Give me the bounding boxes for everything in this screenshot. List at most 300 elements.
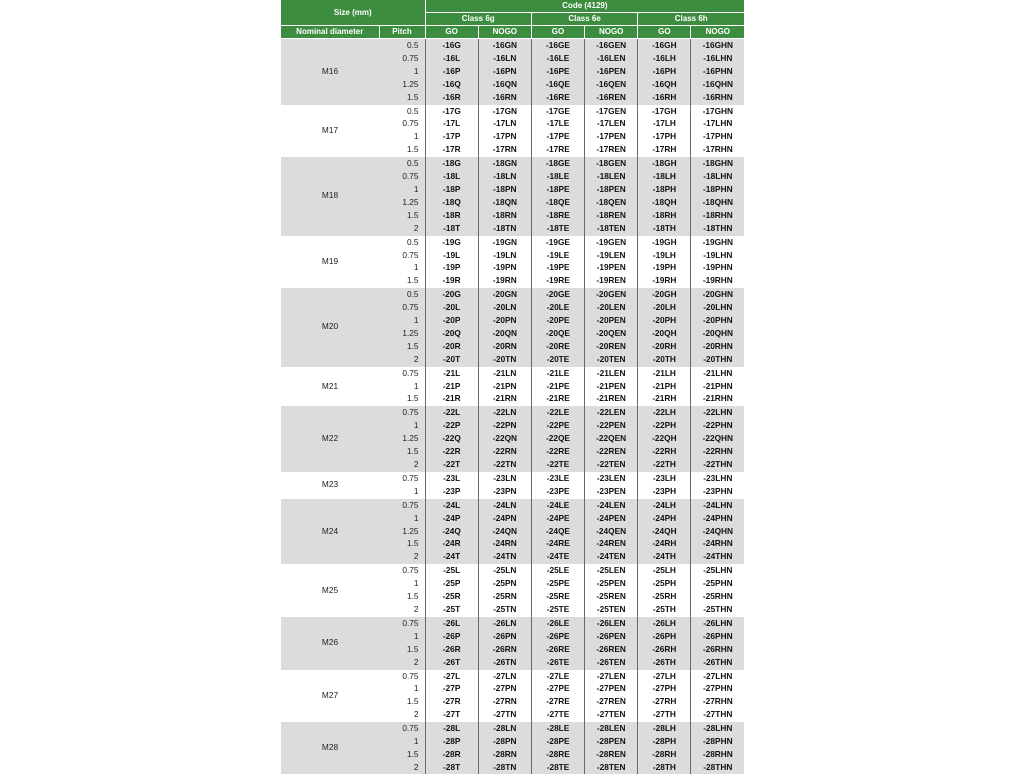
code-cell-nogo-6h: -17GHN [691,104,744,117]
code-cell-go-6g: -18L [425,170,478,183]
code-cell-go-6e: -27RE [531,695,584,708]
code-cell-go-6e: -20PE [531,314,584,327]
code-header: Code (4129) [425,0,744,13]
code-cell-go-6h: -20RH [638,340,691,353]
code-cell-go-6e: -24PE [531,512,584,525]
code-cell-nogo-6e: -28REN [585,748,638,761]
code-cell-go-6g: -27R [425,695,478,708]
code-cell-nogo-6g: -20TN [478,353,531,366]
code-cell-nogo-6g: -28RN [478,748,531,761]
code-cell-go-6e: -17PE [531,130,584,143]
class-6e-header: Class 6e [531,13,637,26]
code-cell-nogo-6g: -22RN [478,445,531,458]
code-cell-nogo-6g: -24QN [478,525,531,538]
code-cell-nogo-6e: -18PEN [585,183,638,196]
code-cell-nogo-6e: -16PEN [585,65,638,78]
pitch-cell: 1.25 [379,196,425,209]
code-cell-go-6g: -19L [425,249,478,262]
code-cell-nogo-6g: -25LN [478,564,531,577]
code-cell-go-6g: -23P [425,485,478,498]
code-cell-nogo-6h: -22QHN [691,432,744,445]
code-cell-nogo-6g: -22LN [478,406,531,419]
code-cell-nogo-6g: -26LN [478,616,531,629]
code-cell-nogo-6h: -17PHN [691,130,744,143]
code-cell-nogo-6h: -21RHN [691,392,744,405]
code-cell-nogo-6h: -18GHN [691,157,744,170]
code-cell-nogo-6e: -17PEN [585,130,638,143]
code-cell-go-6e: -28LE [531,722,584,735]
code-cell-go-6h: -27RH [638,695,691,708]
table-row [281,471,744,484]
code-cell-go-6g: -16G [425,39,478,52]
code-cell-go-6h: -26RH [638,643,691,656]
code-cell-nogo-6e: -20PEN [585,314,638,327]
code-cell-nogo-6e: -16REN [585,91,638,104]
code-cell-nogo-6g: -18GN [478,157,531,170]
code-cell-go-6g: -26P [425,630,478,643]
code-cell-nogo-6h: -19PHN [691,261,744,274]
code-cell-go-6e: -22PE [531,419,584,432]
pitch-cell: 1.5 [379,340,425,353]
gauge-code-table [281,0,744,774]
code-cell-go-6g: -17G [425,104,478,117]
pitch-cell: 0.75 [379,301,425,314]
code-cell-nogo-6h: -22PHN [691,419,744,432]
pitch-cell: 1 [379,630,425,643]
nominal-diameter-cell: M19 [281,235,379,288]
code-cell-nogo-6g: -22QN [478,432,531,445]
code-cell-go-6h: -16RH [638,91,691,104]
code-cell-nogo-6g: -22PN [478,419,531,432]
code-cell-go-6h: -17LH [638,117,691,130]
code-cell-nogo-6h: -19RHN [691,274,744,287]
code-cell-nogo-6h: -23LHN [691,471,744,484]
code-cell-go-6e: -28TE [531,761,584,774]
code-cell-nogo-6e: -19GEN [585,235,638,248]
code-cell-nogo-6g: -20PN [478,314,531,327]
pitch-cell: 1 [379,577,425,590]
code-cell-nogo-6h: -23PHN [691,485,744,498]
code-cell-nogo-6h: -20THN [691,353,744,366]
nominal-diameter-cell: M26 [281,616,379,669]
code-cell-go-6h: -18RH [638,209,691,222]
nogo-header-6g: NOGO [478,26,531,39]
code-cell-go-6g: -23L [425,471,478,484]
code-cell-nogo-6h: -24LHN [691,498,744,511]
code-cell-go-6h: -28PH [638,735,691,748]
code-cell-go-6e: -22RE [531,445,584,458]
code-cell-nogo-6e: -25LEN [585,564,638,577]
code-cell-go-6g: -28R [425,748,478,761]
pitch-cell: 1.25 [379,432,425,445]
pitch-cell: 1.5 [379,590,425,603]
code-cell-go-6g: -26R [425,643,478,656]
pitch-cell: 1 [379,419,425,432]
code-cell-go-6h: -22LH [638,406,691,419]
code-cell-go-6h: -20GH [638,288,691,301]
code-cell-nogo-6h: -17RHN [691,143,744,156]
code-cell-nogo-6e: -18QEN [585,196,638,209]
code-cell-nogo-6g: -21LN [478,366,531,379]
pitch-cell: 2 [379,708,425,721]
code-cell-go-6e: -18LE [531,170,584,183]
code-cell-go-6h: -27PH [638,682,691,695]
code-cell-nogo-6g: -16QN [478,78,531,91]
code-cell-go-6g: -27L [425,669,478,682]
code-cell-go-6e: -25RE [531,590,584,603]
nominal-diameter-cell: M20 [281,288,379,366]
code-cell-nogo-6g: -18QN [478,196,531,209]
code-cell-nogo-6e: -22REN [585,445,638,458]
code-cell-go-6g: -24P [425,512,478,525]
pitch-cell: 0.5 [379,157,425,170]
go-header-6g: GO [425,26,478,39]
pitch-cell: 2 [379,222,425,235]
code-cell-nogo-6e: -24PEN [585,512,638,525]
code-cell-go-6h: -18LH [638,170,691,183]
code-cell-nogo-6g: -26PN [478,630,531,643]
code-cell-nogo-6g: -28TN [478,761,531,774]
code-cell-go-6g: -21R [425,392,478,405]
code-cell-nogo-6h: -16LHN [691,52,744,65]
code-cell-nogo-6g: -20LN [478,301,531,314]
code-cell-nogo-6e: -20GEN [585,288,638,301]
code-cell-go-6g: -20T [425,353,478,366]
code-cell-go-6g: -22L [425,406,478,419]
pitch-cell: 0.75 [379,722,425,735]
pitch-cell: 0.5 [379,235,425,248]
code-cell-go-6h: -24LH [638,498,691,511]
nominal-diameter-cell: M25 [281,564,379,617]
table-row [281,39,744,52]
pitch-cell: 1.5 [379,643,425,656]
code-cell-go-6h: -27TH [638,708,691,721]
code-cell-nogo-6h: -18PHN [691,183,744,196]
code-cell-nogo-6e: -26REN [585,643,638,656]
code-cell-nogo-6e: -27TEN [585,708,638,721]
code-cell-nogo-6g: -24RN [478,537,531,550]
code-cell-go-6e: -23PE [531,485,584,498]
code-cell-nogo-6e: -20QEN [585,327,638,340]
code-cell-go-6g: -25T [425,603,478,616]
code-cell-nogo-6g: -21PN [478,380,531,393]
code-cell-go-6g: -21P [425,380,478,393]
code-cell-nogo-6h: -16PHN [691,65,744,78]
table-row [281,366,744,379]
code-cell-go-6h: -19RH [638,274,691,287]
nominal-diameter-cell: M28 [281,722,379,774]
code-cell-go-6h: -18QH [638,196,691,209]
code-cell-go-6e: -18TE [531,222,584,235]
code-cell-go-6e: -27TE [531,708,584,721]
code-cell-go-6e: -28RE [531,748,584,761]
code-cell-nogo-6h: -22RHN [691,445,744,458]
nominal-diameter-cell: M21 [281,366,379,406]
code-cell-nogo-6g: -16GN [478,39,531,52]
pitch-cell: 1 [379,261,425,274]
code-cell-nogo-6g: -24TN [478,550,531,563]
code-cell-nogo-6h: -25THN [691,603,744,616]
code-cell-go-6h: -28RH [638,748,691,761]
code-cell-go-6e: -17LE [531,117,584,130]
pitch-cell: 1 [379,183,425,196]
code-cell-go-6g: -25R [425,590,478,603]
code-cell-nogo-6e: -21LEN [585,366,638,379]
code-cell-nogo-6g: -19LN [478,249,531,262]
code-cell-nogo-6h: -18QHN [691,196,744,209]
code-cell-go-6e: -19LE [531,249,584,262]
pitch-cell: 1.25 [379,525,425,538]
code-cell-go-6e: -20QE [531,327,584,340]
code-cell-nogo-6e: -26PEN [585,630,638,643]
pitch-cell: 0.75 [379,669,425,682]
code-cell-go-6e: -18RE [531,209,584,222]
pitch-cell: 0.75 [379,406,425,419]
code-cell-nogo-6e: -25REN [585,590,638,603]
code-cell-go-6h: -28TH [638,761,691,774]
code-cell-go-6e: -25PE [531,577,584,590]
code-cell-go-6e: -27LE [531,669,584,682]
code-cell-nogo-6g: -21RN [478,392,531,405]
code-cell-go-6g: -26L [425,616,478,629]
code-cell-go-6g: -24T [425,550,478,563]
pitch-cell: 0.5 [379,104,425,117]
code-cell-go-6h: -23LH [638,471,691,484]
code-cell-go-6g: -22Q [425,432,478,445]
code-cell-nogo-6h: -20PHN [691,314,744,327]
code-cell-go-6h: -18TH [638,222,691,235]
code-cell-nogo-6g: -26TN [478,656,531,669]
pitch-cell: 0.75 [379,52,425,65]
pitch-header: Pitch [379,26,425,39]
code-cell-nogo-6e: -24REN [585,537,638,550]
header-row-3 [281,26,744,39]
code-cell-go-6e: -16RE [531,91,584,104]
code-cell-nogo-6h: -16RHN [691,91,744,104]
code-cell-nogo-6g: -16RN [478,91,531,104]
code-cell-go-6h: -20LH [638,301,691,314]
code-cell-go-6h: -27LH [638,669,691,682]
pitch-cell: 0.75 [379,117,425,130]
code-cell-nogo-6g: -20GN [478,288,531,301]
code-cell-nogo-6e: -26LEN [585,616,638,629]
code-cell-go-6e: -26LE [531,616,584,629]
pitch-cell: 1.5 [379,274,425,287]
code-cell-nogo-6e: -20LEN [585,301,638,314]
code-cell-nogo-6h: -18THN [691,222,744,235]
pitch-cell: 2 [379,550,425,563]
code-cell-go-6h: -19GH [638,235,691,248]
pitch-cell: 2 [379,761,425,774]
code-cell-nogo-6h: -22THN [691,458,744,471]
pitch-cell: 0.75 [379,249,425,262]
code-cell-nogo-6e: -23PEN [585,485,638,498]
code-cell-nogo-6h: -26THN [691,656,744,669]
code-cell-nogo-6e: -16GEN [585,39,638,52]
pitch-cell: 2 [379,656,425,669]
code-cell-go-6e: -24TE [531,550,584,563]
code-cell-nogo-6g: -27PN [478,682,531,695]
code-cell-nogo-6g: -18RN [478,209,531,222]
code-cell-nogo-6e: -24TEN [585,550,638,563]
code-cell-go-6g: -17L [425,117,478,130]
code-cell-go-6e: -18GE [531,157,584,170]
code-cell-nogo-6h: -20LHN [691,301,744,314]
go-header-6h: GO [638,26,691,39]
nominal-diameter-cell: M24 [281,498,379,564]
code-cell-nogo-6g: -20RN [478,340,531,353]
pitch-cell: 0.75 [379,170,425,183]
code-cell-nogo-6e: -19REN [585,274,638,287]
code-cell-nogo-6g: -28LN [478,722,531,735]
code-cell-nogo-6e: -23LEN [585,471,638,484]
code-cell-go-6g: -17P [425,130,478,143]
code-cell-go-6g: -21L [425,366,478,379]
code-cell-go-6e: -26PE [531,630,584,643]
code-cell-go-6h: -21PH [638,380,691,393]
code-cell-go-6g: -24L [425,498,478,511]
code-cell-go-6h: -25LH [638,564,691,577]
code-cell-nogo-6h: -24PHN [691,512,744,525]
code-cell-nogo-6h: -19GHN [691,235,744,248]
pitch-cell: 1 [379,380,425,393]
code-cell-go-6g: -18T [425,222,478,235]
code-cell-go-6h: -25RH [638,590,691,603]
nogo-header-6h: NOGO [691,26,744,39]
table-row [281,104,744,117]
code-cell-go-6e: -21RE [531,392,584,405]
pitch-cell: 1.5 [379,91,425,104]
code-cell-go-6e: -16LE [531,52,584,65]
code-cell-nogo-6e: -27REN [585,695,638,708]
code-cell-go-6e: -17RE [531,143,584,156]
code-cell-nogo-6h: -20GHN [691,288,744,301]
pitch-cell: 1 [379,130,425,143]
code-cell-go-6h: -26LH [638,616,691,629]
code-cell-go-6g: -22T [425,458,478,471]
code-cell-nogo-6e: -22LEN [585,406,638,419]
code-cell-go-6e: -28PE [531,735,584,748]
pitch-cell: 1.5 [379,537,425,550]
code-cell-nogo-6g: -19GN [478,235,531,248]
code-cell-go-6e: -23LE [531,471,584,484]
class-6g-header: Class 6g [425,13,531,26]
code-cell-nogo-6h: -22LHN [691,406,744,419]
code-cell-nogo-6e: -28LEN [585,722,638,735]
code-cell-go-6g: -16Q [425,78,478,91]
code-cell-nogo-6e: -17GEN [585,104,638,117]
code-cell-go-6g: -24Q [425,525,478,538]
code-cell-go-6e: -19RE [531,274,584,287]
pitch-cell: 0.75 [379,564,425,577]
code-cell-go-6e: -18QE [531,196,584,209]
code-cell-nogo-6h: -27RHN [691,695,744,708]
pitch-cell: 0.75 [379,616,425,629]
code-cell-nogo-6e: -17LEN [585,117,638,130]
code-cell-go-6h: -25PH [638,577,691,590]
code-cell-go-6h: -16LH [638,52,691,65]
code-cell-nogo-6e: -25PEN [585,577,638,590]
nominal-diameter-cell: M27 [281,669,379,722]
code-cell-go-6g: -25P [425,577,478,590]
code-cell-go-6e: -20RE [531,340,584,353]
code-cell-go-6h: -22PH [638,419,691,432]
code-cell-go-6h: -26TH [638,656,691,669]
code-cell-go-6h: -18GH [638,157,691,170]
code-cell-nogo-6h: -25LHN [691,564,744,577]
code-cell-nogo-6h: -26LHN [691,616,744,629]
code-cell-go-6g: -19G [425,235,478,248]
code-cell-nogo-6g: -28PN [478,735,531,748]
code-cell-nogo-6e: -18REN [585,209,638,222]
code-cell-go-6h: -24RH [638,537,691,550]
code-cell-go-6h: -26PH [638,630,691,643]
code-cell-nogo-6h: -18LHN [691,170,744,183]
pitch-cell: 2 [379,458,425,471]
code-cell-nogo-6e: -19LEN [585,249,638,262]
code-cell-nogo-6g: -19PN [478,261,531,274]
table-row [281,722,744,735]
code-cell-nogo-6h: -27LHN [691,669,744,682]
code-cell-nogo-6g: -25PN [478,577,531,590]
code-cell-nogo-6h: -16QHN [691,78,744,91]
code-cell-nogo-6e: -24LEN [585,498,638,511]
code-cell-nogo-6g: -17PN [478,130,531,143]
code-cell-nogo-6h: -24RHN [691,537,744,550]
nominal-diameter-cell: M17 [281,104,379,157]
code-cell-go-6g: -20P [425,314,478,327]
code-cell-go-6e: -27PE [531,682,584,695]
code-cell-nogo-6e: -20TEN [585,353,638,366]
pitch-cell: 0.75 [379,366,425,379]
code-cell-go-6g: -28T [425,761,478,774]
code-cell-nogo-6e: -28TEN [585,761,638,774]
code-cell-go-6g: -27T [425,708,478,721]
code-cell-nogo-6e: -21PEN [585,380,638,393]
go-header-6e: GO [531,26,584,39]
code-cell-nogo-6h: -19LHN [691,249,744,262]
code-cell-nogo-6e: -24QEN [585,525,638,538]
code-cell-go-6e: -16QE [531,78,584,91]
code-cell-go-6g: -24R [425,537,478,550]
gauge-code-table-page [281,0,744,774]
code-cell-go-6g: -20G [425,288,478,301]
code-cell-nogo-6g: -16PN [478,65,531,78]
code-cell-go-6e: -22LE [531,406,584,419]
code-cell-nogo-6g: -18PN [478,183,531,196]
code-cell-go-6h: -20PH [638,314,691,327]
code-cell-go-6h: -22QH [638,432,691,445]
code-cell-nogo-6g: -26RN [478,643,531,656]
code-cell-go-6g: -18P [425,183,478,196]
code-cell-nogo-6g: -18TN [478,222,531,235]
code-cell-go-6e: -25LE [531,564,584,577]
code-cell-nogo-6h: -26PHN [691,630,744,643]
code-cell-go-6g: -17R [425,143,478,156]
code-cell-go-6h: -19PH [638,261,691,274]
table-row [281,235,744,248]
code-cell-nogo-6e: -17REN [585,143,638,156]
code-cell-go-6h: -16GH [638,39,691,52]
code-cell-nogo-6h: -28PHN [691,735,744,748]
code-cell-go-6e: -20LE [531,301,584,314]
code-cell-go-6g: -22P [425,419,478,432]
code-cell-nogo-6h: -28RHN [691,748,744,761]
code-cell-go-6g: -16R [425,91,478,104]
code-cell-go-6h: -16QH [638,78,691,91]
code-cell-nogo-6h: -24THN [691,550,744,563]
pitch-cell: 1.25 [379,78,425,91]
